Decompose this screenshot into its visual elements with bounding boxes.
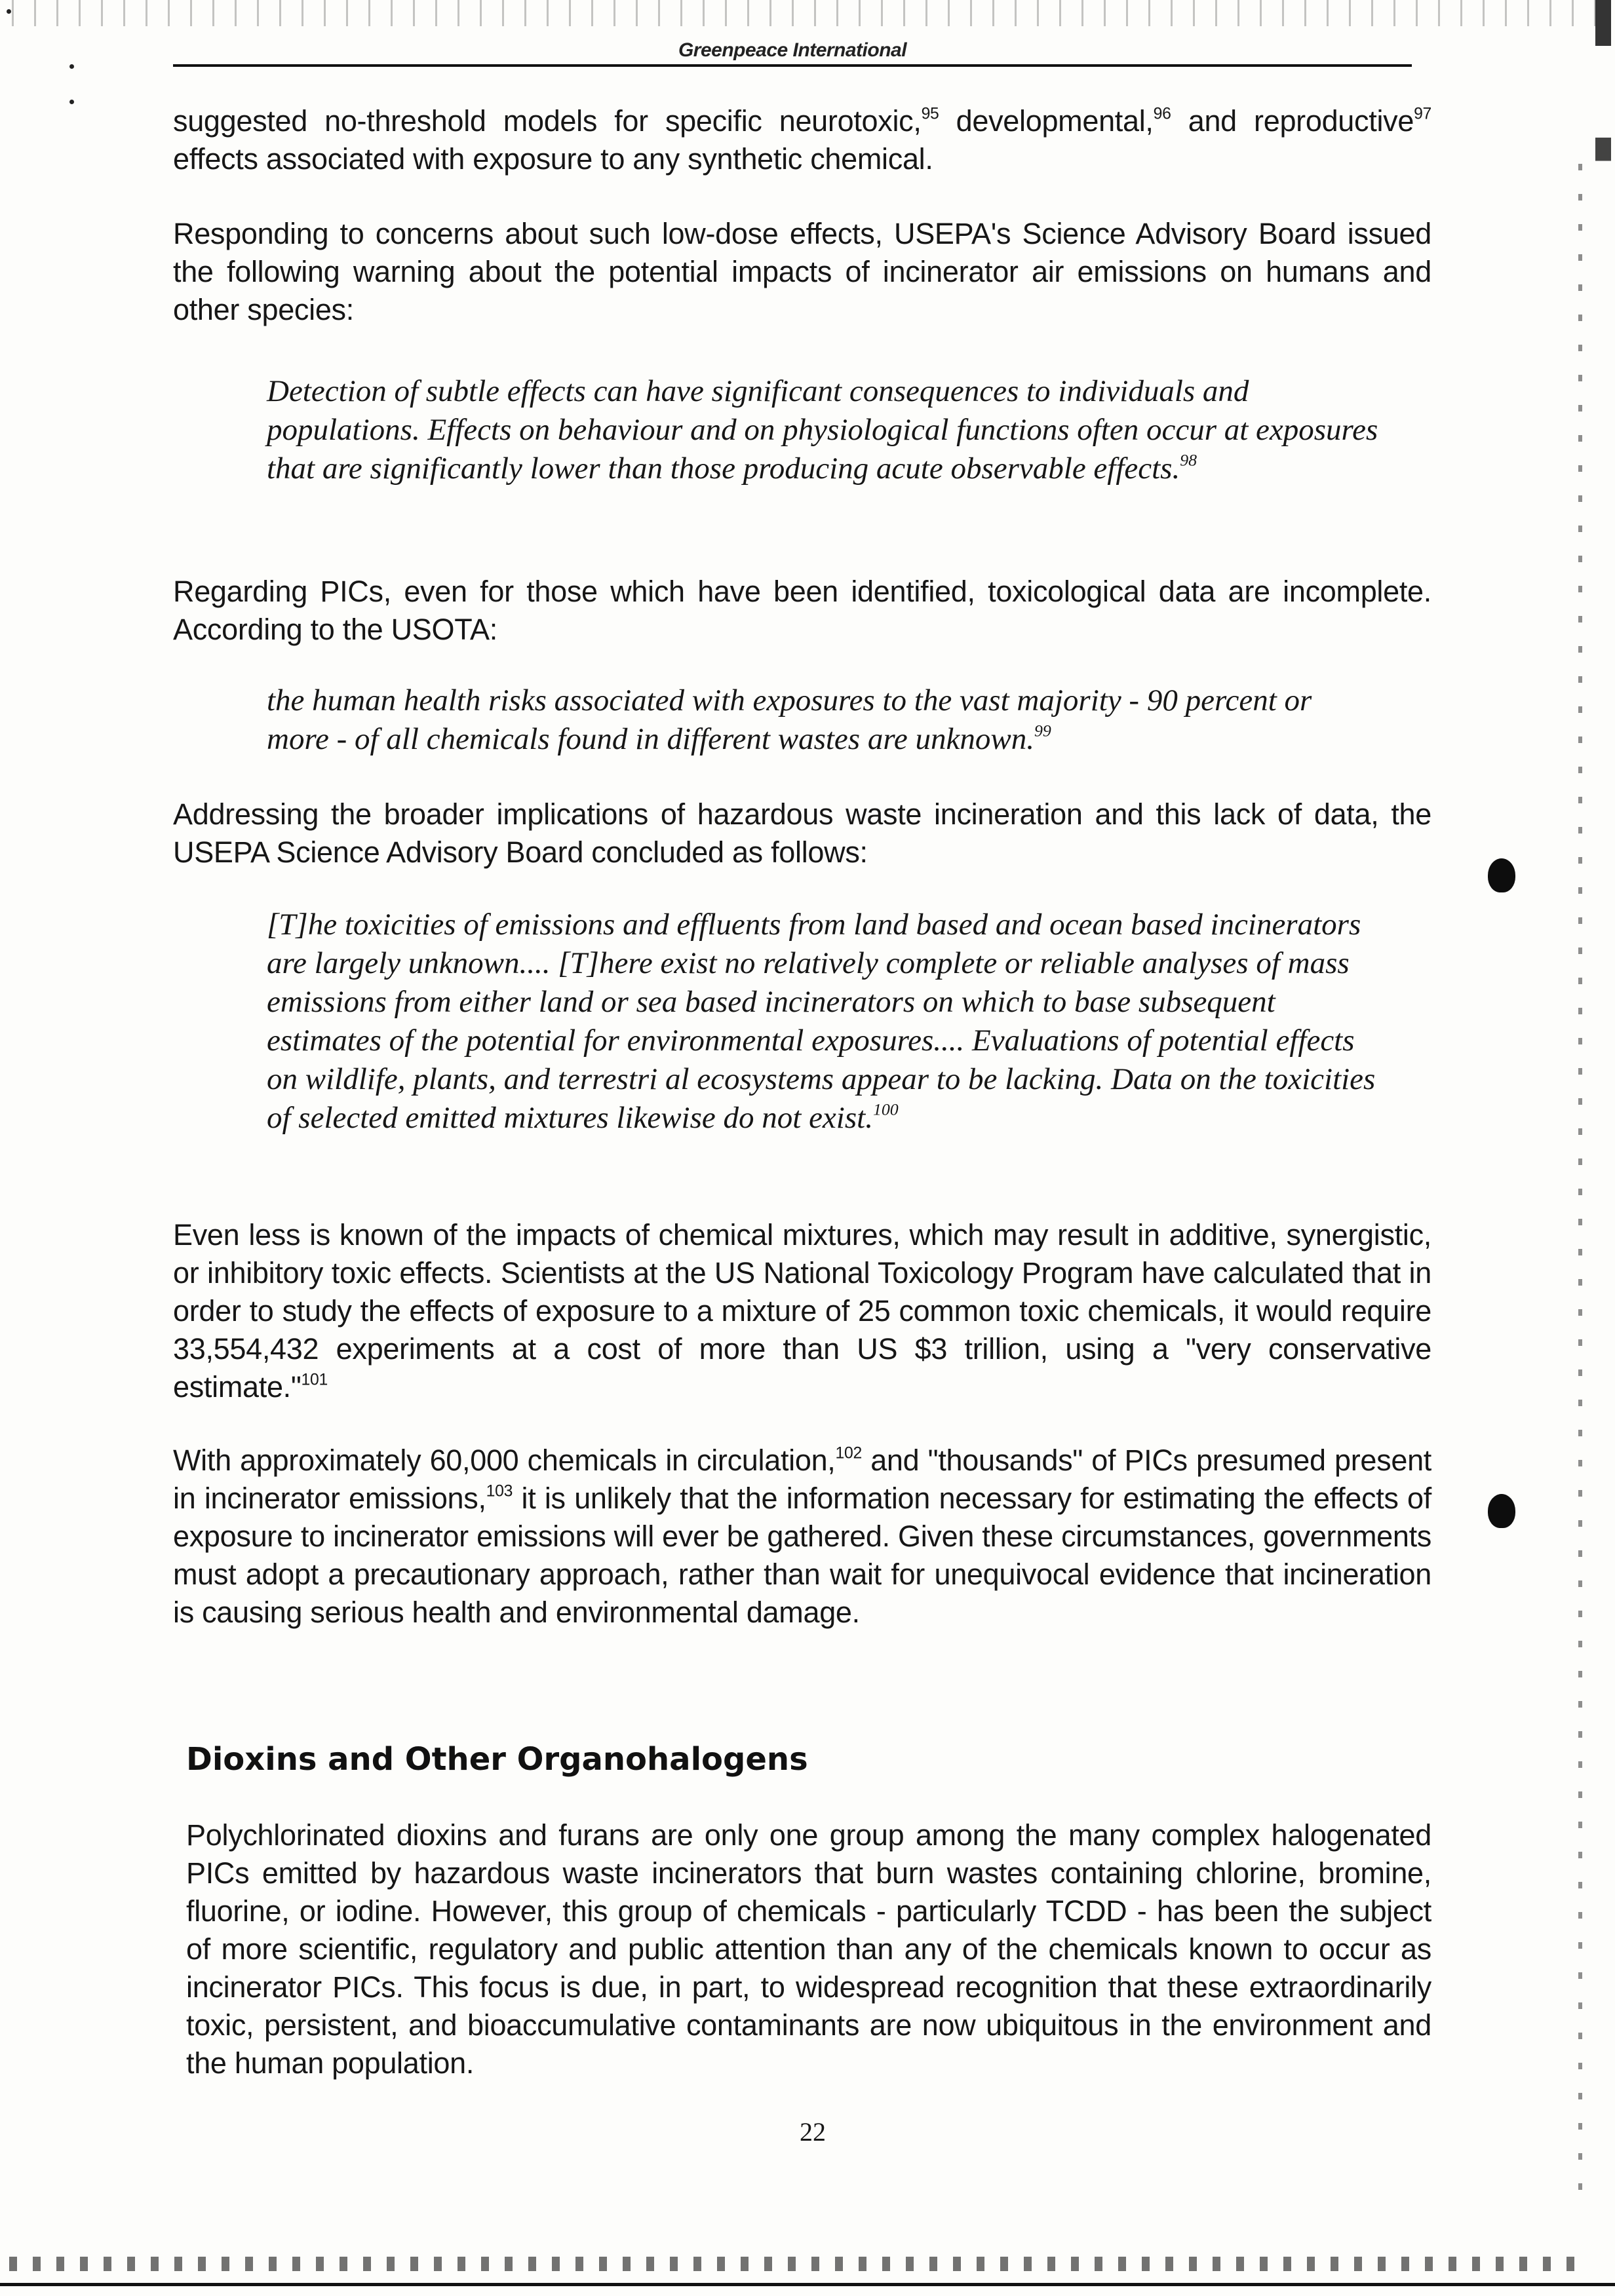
paragraph-text: Even less is known of the impacts of chemical mixtures, which may result in additive, synergistic, or inhibitory toxic effects. Scientists at the US National Toxicology Program have calculated that in order to study the effects of exposure to a mixture of 25 common toxic chemicals, it would require 33,554,432 experiments at a cost of more than US $3 trillion, using a "very conservative estimate." [173,1218,1431,1404]
scan-speck [69,64,74,69]
footnote-ref-101: 101 [301,1371,328,1389]
paragraph-precautionary-approach [173,1442,1431,1632]
paragraph-text: and "thousands" of PICs presumed present in incinerator emissions, [173,1444,1431,1515]
scan-artifact-bottom-rule [0,2283,1615,2286]
block-quote-subtle-effects [267,372,1381,488]
scan-artifact-bottom [0,2254,1615,2296]
paragraph-text: effects associated with exposure to any synthetic chemical. [173,142,933,176]
paragraph-pics-toxicology: Regarding PICs, even for those which have been identified, toxicological data are incomplete. According to the USOTA: [173,575,1431,646]
quote-text: [T]he toxicities of emissions and effluents from land based and ocean based incinerators are largely unknown.... [T]here exist no relatively complete or reliable analyses of mass emissions from either land or sea based incinerators on which to base subsequent estimates of the potential for environmental exposures.... Evaluations of potential effects on wildlife, plants, and terrestri al ecosystems appear to be lacking. Data on the toxicities of selected emitted mixtures likewise do not exist. [267,908,1376,1135]
scan-speck [69,100,74,104]
quote-text: Detection of subtle effects can have significant consequences to individuals and populations. Effects on behaviour and on physiological functions often occur at exposures that are significantly lower than those producing acute observable effects. [267,374,1378,486]
paragraph-text: developmental, [939,104,1154,138]
footnote-ref-96: 96 [1153,105,1171,123]
paragraph-chemical-mixtures [173,1216,1431,1406]
paragraph-science-advisory-board: Responding to concerns about such low-dose effects, USEPA's Science Advisory Board issued the following warning about the potential impacts of incinerator air emissions on humans and other species: [173,217,1431,326]
paragraph-text: suggested no-threshold models for specific neurotoxic, [173,104,922,138]
paragraph-text: With approximately 60,000 chemicals in circulation, [173,1444,836,1477]
paragraph-no-threshold-models [173,102,1431,178]
page-number: 22 [800,2117,826,2147]
paragraph-text: and reproductive [1171,104,1414,138]
block-quote-toxicities-unknown [267,906,1381,1138]
paragraph-dioxins-furans: Polychlorinated dioxins and furans are only one group among the many complex halogenated PICs emitted by hazardous waste incinerators that burn wastes containing chlorine, bromine, fluorine, or iodine. However, this group of chemicals - particularly TCDD - has been the subject of more scientific, regulatory and public attention than any of the chemicals known to occur as incinerator PICs. This focus is due, in part, to widespread recognition that these extraordinarily toxic, persistent, and bioaccumulative contaminants are now ubiquitous in the environment and the human population. [186,1818,1431,2080]
scan-artifact-bottom-dashes [0,2257,1586,2271]
footnote-ref-97: 97 [1414,105,1432,123]
hole-punch-mark [1488,1494,1515,1528]
scan-artifact-right-edge [1595,0,1611,2296]
footnote-ref-102: 102 [835,1444,862,1463]
paragraph-text: it is unlikely that the information necessary for estimating the effects of exposure to incinerator emissions will ever be gathered. Given these circumstances, governments must adopt a precautionary approach, rather than wait for unequivocal evidence that incineration is causing serious health and environmental damage. [173,1482,1431,1629]
footnote-ref-103: 103 [486,1482,513,1501]
footnote-ref-98: 98 [1180,450,1197,470]
running-header: Greenpeace International [678,39,907,61]
section-heading: Dioxins and Other Organohalogens [186,1741,808,1778]
scan-artifact-top [0,0,1615,26]
scan-speck [7,9,11,14]
block-quote-usota [267,681,1381,759]
hole-punch-mark [1488,858,1515,892]
footnote-ref-95: 95 [921,105,939,123]
header-rule [173,64,1412,67]
scan-artifact-right-dots [1578,164,1582,2195]
footnote-ref-100: 100 [872,1100,899,1119]
footnote-ref-99: 99 [1034,721,1051,740]
paragraph-broader-implications: Addressing the broader implications of hazardous waste incineration and this lack of data, the USEPA Science Advisory Board concluded as follows: [173,797,1431,869]
quote-text: the human health risks associated with exposures to the vast majority - 90 percent or more - of all chemicals found in different wastes are unknown. [267,683,1312,756]
